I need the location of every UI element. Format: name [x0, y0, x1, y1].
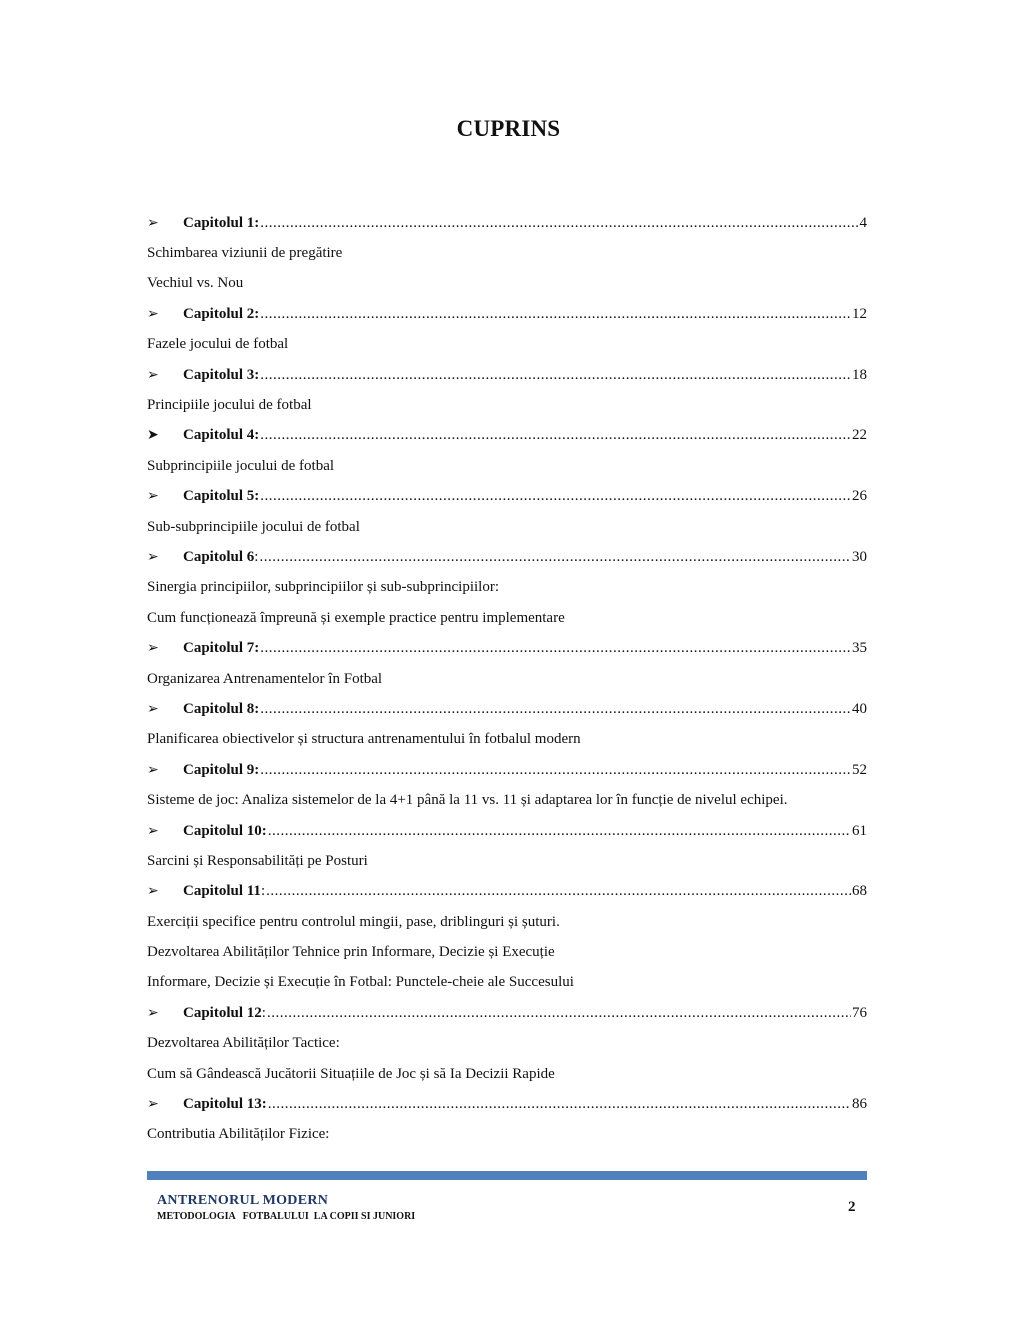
- toc-page-number: 18: [852, 366, 867, 383]
- dot-leader: [259, 549, 851, 566]
- toc-page-number: 40: [852, 700, 867, 717]
- toc-subtitle: Cum funcționează împreună și exemple practice pentru implementare: [147, 609, 565, 626]
- toc-chapter-entry: [147, 1089, 867, 1119]
- toc-chapter-entry: [147, 816, 867, 846]
- toc-subtitle: Dezvoltarea Abilităților Tactice:: [147, 1035, 340, 1052]
- toc-page-number: 35: [852, 640, 867, 657]
- toc-chapter-name: Capitolul 9:: [183, 761, 260, 778]
- toc-chapter-entry: [147, 208, 867, 238]
- toc-subtitle: Exerciții specifice pentru controlul mingii, pase, driblinguri și șuturi.: [147, 913, 560, 930]
- dot-leader: [267, 1005, 851, 1022]
- dot-leader: [260, 306, 851, 323]
- footer-divider-bar: [147, 1171, 867, 1180]
- toc-chapter-name: Capitolul 8:: [183, 700, 260, 717]
- toc-chapter-name: Capitolul 2:: [183, 305, 260, 322]
- arrow-bullet-icon: ➤: [147, 428, 159, 444]
- toc-subtitle: Subprincipiile jocului de fotbal: [147, 457, 335, 474]
- toc-chapter-entry: [147, 542, 867, 572]
- arrow-bullet-icon: ➢: [147, 367, 159, 383]
- toc-page-number: 76: [852, 1004, 867, 1021]
- arrow-bullet-icon: ➢: [147, 1005, 159, 1021]
- page-title: CUPRINS: [456, 116, 561, 141]
- arrow-bullet-icon: ➢: [147, 762, 159, 778]
- dot-leader: [268, 823, 851, 840]
- toc-chapter-entry: [147, 299, 867, 329]
- toc-subtitle: Sarcini și Responsabilități pe Posturi: [147, 852, 368, 869]
- toc-chapter-separator: :: [260, 883, 266, 900]
- toc-subtitle: Vechiul vs. Nou: [147, 275, 244, 292]
- toc-chapter-entry: [147, 482, 867, 512]
- toc-chapter-entry: [147, 421, 867, 451]
- toc-chapter-name: Capitolul 11: [183, 883, 261, 900]
- toc-subtitle: Cum să Gândească Jucătorii Situațiile de Joc și să Ia Decizii Rapide: [147, 1065, 555, 1082]
- arrow-bullet-icon: ➢: [147, 306, 159, 322]
- arrow-bullet-icon: ➢: [147, 215, 159, 231]
- toc-page-number: 68: [852, 883, 867, 900]
- dot-leader: [260, 367, 851, 384]
- arrow-bullet-icon: ➢: [147, 489, 159, 505]
- dot-leader: [268, 1096, 851, 1113]
- toc-chapter-entry: [147, 694, 867, 724]
- dot-leader: [260, 215, 858, 232]
- toc-chapter-entry: [147, 360, 867, 390]
- toc-chapter-separator: :: [261, 1004, 266, 1021]
- toc-chapter-name: Capitolul 12: [183, 1004, 262, 1021]
- dot-leader: [260, 488, 851, 505]
- dot-leader: [266, 883, 851, 900]
- toc-chapter-separator: :: [254, 548, 259, 565]
- arrow-bullet-icon: ➢: [147, 701, 159, 717]
- toc-subtitle: Sisteme de joc: Analiza sistemelor de la 4+1 până la 11 vs. 11 și adaptarea lor în funcție de nivelul echipei.: [147, 792, 788, 809]
- toc-page-number: 26: [852, 488, 867, 505]
- toc-subtitle: Sub-subprincipiile jocului de fotbal: [147, 518, 360, 535]
- toc-subtitle: Sinergia principiilor, subprincipiilor și sub-subprincipiilor:: [147, 579, 500, 596]
- toc-chapter-name: Capitolul 4:: [183, 427, 260, 444]
- toc-subtitle: Organizarea Antrenamentelor în Fotbal: [147, 670, 383, 687]
- dot-leader: [260, 762, 851, 779]
- toc-chapter-name: Capitolul 10:: [183, 822, 267, 839]
- toc-subtitle: Schimbarea viziunii de pregătire: [147, 245, 343, 262]
- toc-chapter-name: Capitolul 7:: [183, 640, 260, 657]
- toc-page-number: 22: [852, 427, 867, 444]
- page-number: 2: [848, 1199, 856, 1215]
- toc-chapter-name: Capitolul 13:: [183, 1096, 267, 1113]
- arrow-bullet-icon: ➢: [147, 641, 159, 657]
- toc-chapter-name: Capitolul 1:: [183, 214, 260, 231]
- footer-subtitle: METODOLOGIA FOTBALULUI LA COPII SI JUNIORI: [157, 1211, 416, 1222]
- toc-chapter-entry: [147, 877, 867, 907]
- arrow-bullet-icon: ➢: [147, 823, 159, 839]
- arrow-bullet-icon: ➢: [147, 1097, 159, 1113]
- toc-page-number: 30: [852, 548, 867, 565]
- toc-chapter-name: Capitolul 3:: [183, 366, 260, 383]
- toc-subtitle: Fazele jocului de fotbal: [147, 336, 289, 353]
- toc-chapter-name: Capitolul 5:: [183, 488, 260, 505]
- toc-page-number: 4: [859, 214, 867, 231]
- dot-leader: [260, 640, 851, 657]
- toc-page-number: 12: [852, 305, 867, 322]
- dot-leader: [260, 701, 851, 718]
- toc-subtitle: Planificarea obiectivelor și structura antrenamentului în fotbalul modern: [147, 731, 581, 748]
- toc-page-number: 61: [852, 822, 867, 839]
- toc-subtitle: Informare, Decizie și Execuție în Fotbal: Punctele-cheie ale Succesului: [147, 974, 574, 991]
- toc-chapter-entry: [147, 755, 867, 785]
- toc-chapter-entry: [147, 633, 867, 663]
- table-of-contents: [147, 208, 867, 1150]
- toc-page-number: 52: [852, 761, 867, 778]
- toc-subtitle: Contributia Abilităților Fizice:: [147, 1126, 330, 1143]
- toc-subtitle: Dezvoltarea Abilităților Tehnice prin Informare, Decizie și Execuție: [147, 944, 555, 961]
- toc-chapter-entry: [147, 998, 867, 1028]
- toc-chapter-name: Capitolul 6: [183, 548, 255, 565]
- toc-subtitle: Principiile jocului de fotbal: [147, 397, 312, 414]
- arrow-bullet-icon: ➢: [147, 549, 159, 565]
- toc-page-number: 86: [852, 1096, 867, 1113]
- dot-leader: [260, 427, 851, 444]
- footer-title: ANTRENORUL MODERN: [157, 1193, 329, 1208]
- arrow-bullet-icon: ➢: [147, 884, 159, 900]
